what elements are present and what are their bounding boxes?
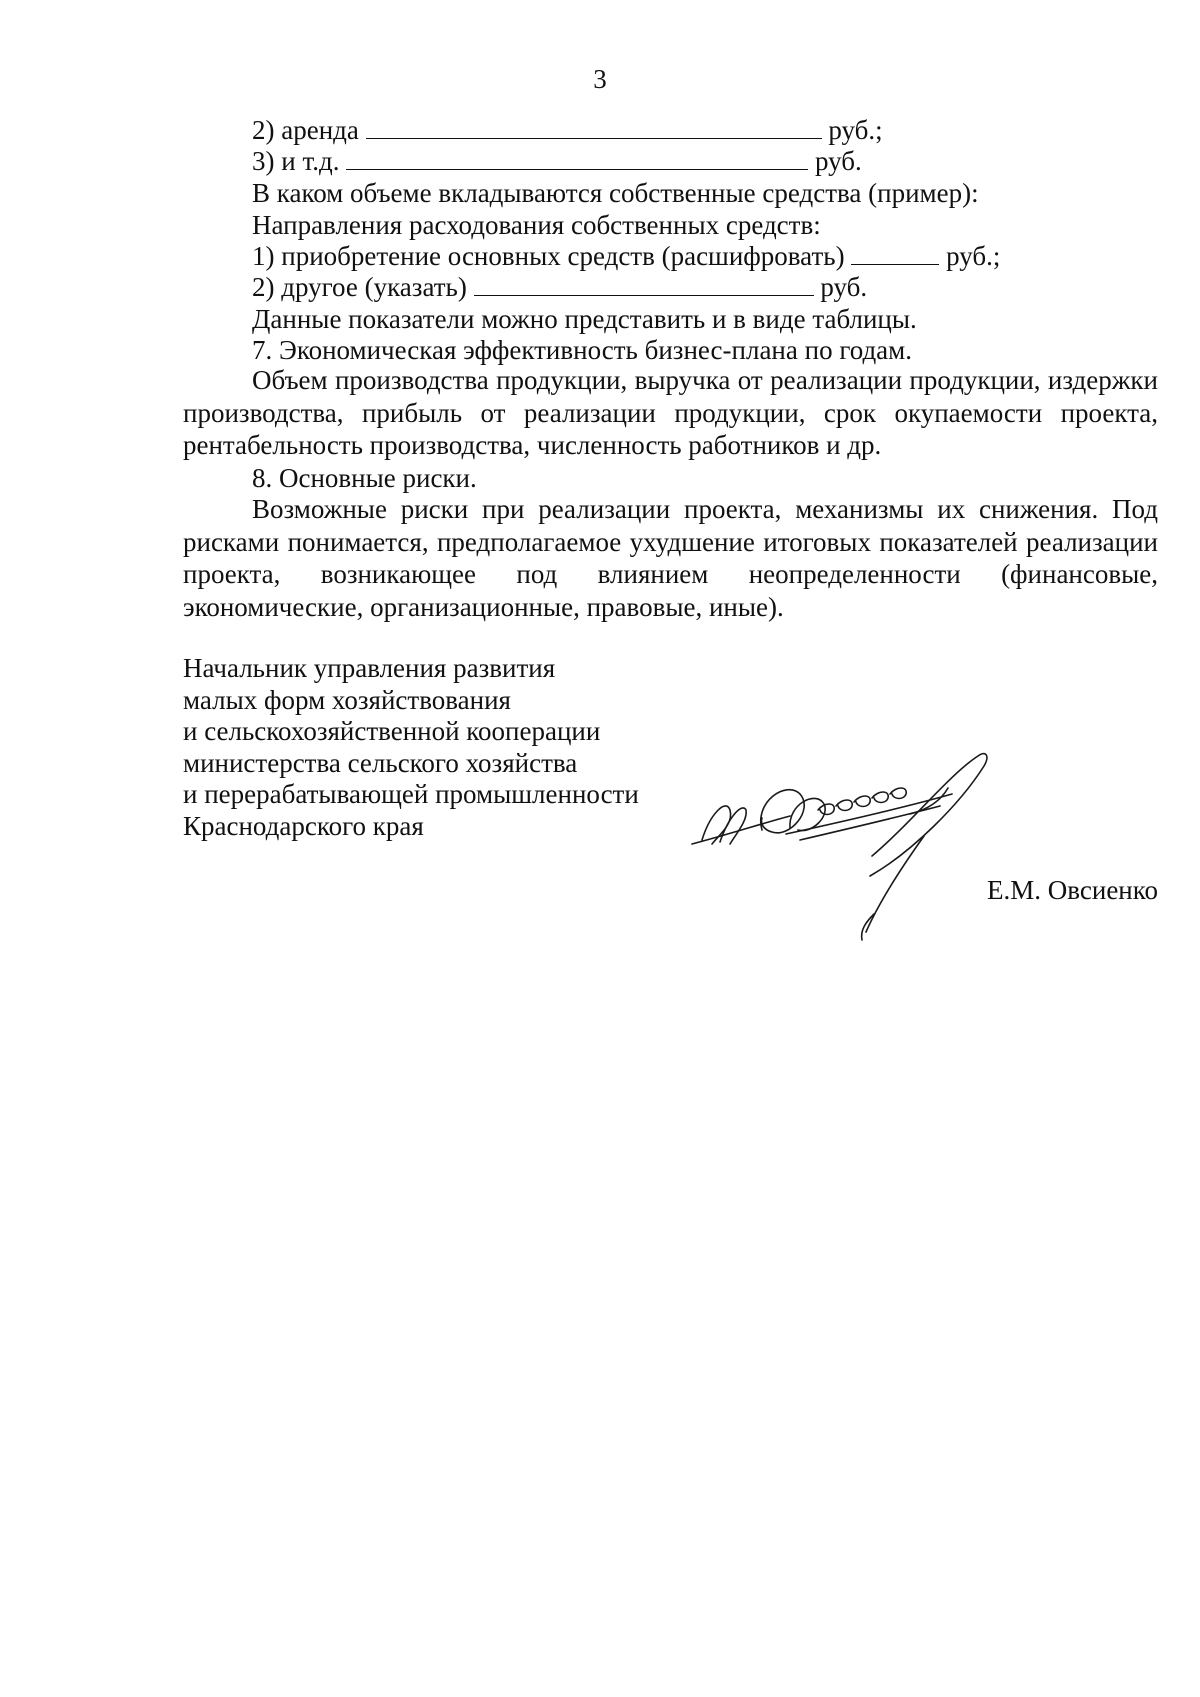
handwritten-signature bbox=[690, 744, 1050, 944]
section7-text: Объем производства продукции, выручка от реализации продукции, издержки производства, прибыль от реализации продукции, срок окупаемости проекта, рентабельность производства, численность работников и др. bbox=[183, 365, 1158, 460]
section8-text: Возможные риски при реализации проекта, механизмы их снижения. Под рисками понимается, предполагаемое ухудшение итоговых показателей реализации проекта, возникающее под влиянием неопределенности (финансовые, экономические, организационные, правовые, иные). bbox=[183, 494, 1158, 622]
line-itd bbox=[252, 145, 862, 177]
page-number: 3 bbox=[593, 64, 607, 94]
signatory-title-line: Начальник управления развития bbox=[183, 653, 556, 683]
arenda-amount-field bbox=[366, 114, 822, 139]
section8-title: 8. Основные риски. bbox=[252, 463, 477, 493]
other-amount-field bbox=[474, 271, 814, 296]
own-funds-volume: В каком объеме вкладываются собственные средства (пример): bbox=[252, 178, 979, 208]
itd-amount-field bbox=[346, 145, 808, 170]
line-arenda bbox=[252, 114, 883, 146]
section7-body bbox=[183, 364, 1158, 462]
fixed-assets-unit: руб.; bbox=[946, 241, 1001, 271]
arenda-unit: руб.; bbox=[828, 115, 883, 145]
other-label: 2) другое (указать) bbox=[252, 272, 467, 302]
signatory-title-line: Краснодарского края bbox=[183, 810, 424, 841]
signatory-title-line: и перерабатывающей промышленности bbox=[183, 779, 639, 809]
fixed-assets-amount-field bbox=[851, 240, 939, 265]
signatory-title-line: министерства сельского хозяйства bbox=[183, 747, 578, 778]
line-other bbox=[252, 271, 867, 303]
itd-unit: руб. bbox=[814, 146, 862, 176]
section7-title: 7. Экономическая эффективность бизнес-плана по годам. bbox=[252, 335, 912, 365]
signatory-title-line: малых форм хозяйствования bbox=[183, 684, 511, 715]
line-fixed-assets bbox=[252, 240, 1000, 272]
itd-label: 3) и т.д. bbox=[252, 146, 340, 176]
table-note: Данные показатели можно представить и в виде таблицы. bbox=[252, 304, 917, 334]
arenda-label: 2) аренда bbox=[252, 115, 359, 145]
section8-body bbox=[183, 493, 1158, 623]
signatory-title-line: и сельскохозяйственной кооперации bbox=[183, 716, 601, 746]
signatory-name: Е.М. Овсиенко bbox=[987, 875, 1158, 905]
signatory-title bbox=[183, 653, 639, 842]
own-funds-directions: Направления расходования собственных средств: bbox=[252, 210, 821, 240]
other-unit: руб. bbox=[820, 272, 868, 302]
fixed-assets-label: 1) приобретение основных средств (расшифровать) bbox=[252, 241, 845, 271]
